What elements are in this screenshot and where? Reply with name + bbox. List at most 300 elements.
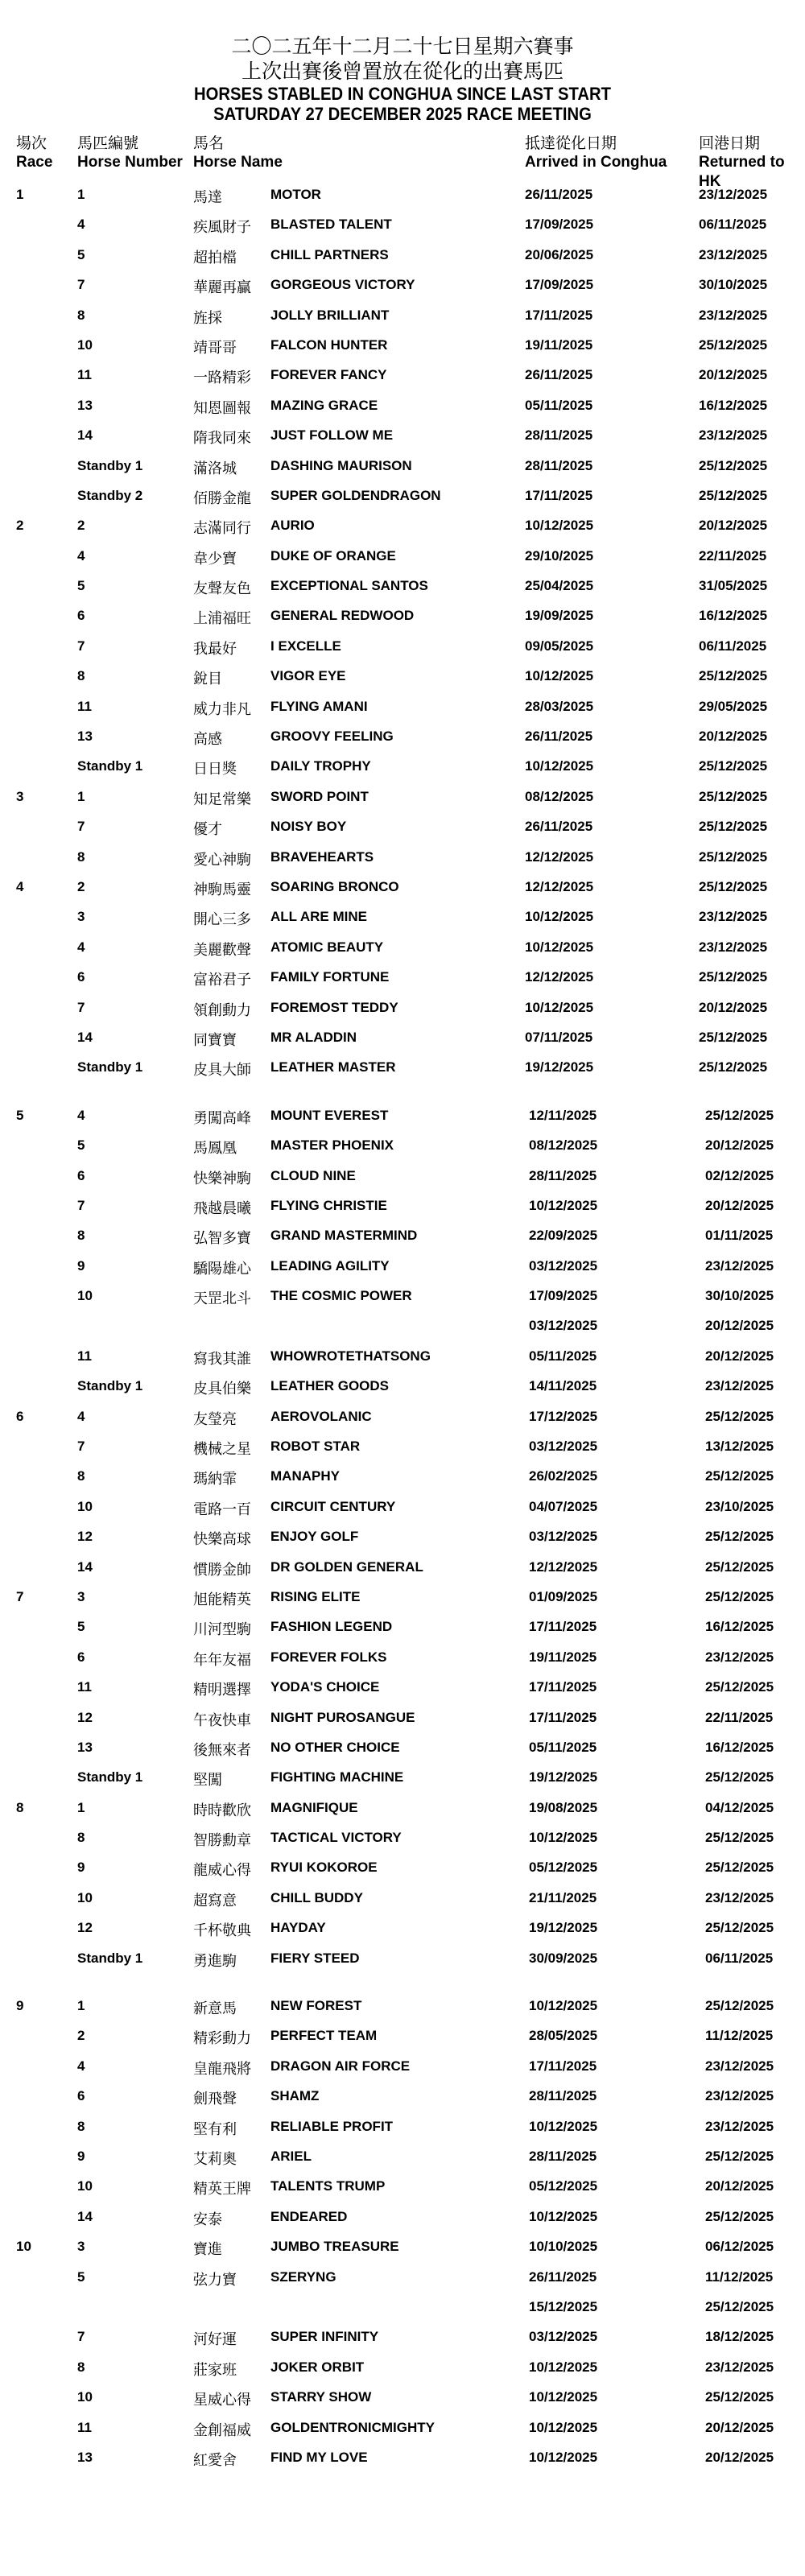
returned-date-cell: 25/12/2025 xyxy=(699,788,768,804)
table-row xyxy=(0,572,805,601)
horse-name-zh-cell: 新意馬 xyxy=(193,2000,237,2018)
horse-number-cell: 10 xyxy=(77,2178,93,2194)
returned-date-cell: 25/12/2025 xyxy=(699,668,768,684)
arrived-date-cell: 03/12/2025 xyxy=(529,2329,598,2345)
returned-date-cell: 23/12/2025 xyxy=(699,427,768,444)
returned-date-cell: 25/12/2025 xyxy=(705,1107,774,1123)
race-cell: 4 xyxy=(16,878,24,894)
horse-number-cell: 11 xyxy=(77,1348,92,1364)
table-row xyxy=(0,662,805,691)
horse-name-en-cell: MOTOR xyxy=(270,187,321,202)
arrived-date-cell: 26/02/2025 xyxy=(529,1468,598,1484)
horse-name-zh-cell: 堅有利 xyxy=(193,2120,237,2138)
arrived-date-cell: 19/12/2025 xyxy=(529,1769,598,1785)
arrived-date-cell: 19/11/2025 xyxy=(529,1649,597,1665)
horse-number-cell: 2 xyxy=(77,2028,85,2044)
horse-name-zh-cell: 愛心神駒 xyxy=(193,851,251,869)
returned-date-cell: 25/12/2025 xyxy=(705,1769,774,1785)
arrived-date-cell: 10/12/2025 xyxy=(525,999,594,1015)
horse-name-en-cell: PERFECT TEAM xyxy=(270,2028,378,2044)
returned-date-cell: 16/12/2025 xyxy=(705,1619,774,1635)
returned-date-cell: 06/11/2025 xyxy=(705,1950,774,1966)
horse-name-en-cell: DRAGON AIR FORCE xyxy=(270,2058,411,2074)
table-row xyxy=(0,902,805,932)
returned-date-cell: 25/12/2025 xyxy=(705,1529,774,1545)
horse-name-zh-cell: 神駒馬靈 xyxy=(193,881,251,898)
returned-date-cell: 16/12/2025 xyxy=(705,1739,774,1755)
horse-name-en-cell: BRAVEHEARTS xyxy=(270,848,374,865)
table-row xyxy=(0,1794,805,1823)
table-row xyxy=(0,1553,805,1583)
horse-name-zh-cell: 上浦福旺 xyxy=(193,610,251,628)
table-row xyxy=(0,692,805,722)
race-cell: 8 xyxy=(16,1799,24,1815)
horse-name-zh-cell: 一路精彩 xyxy=(193,369,251,387)
arrived-date-cell: 10/12/2025 xyxy=(529,1830,598,1846)
horse-name-zh-cell: 威力非凡 xyxy=(193,700,251,718)
table-body xyxy=(0,180,805,2473)
table-row xyxy=(0,1282,805,1311)
arrived-date-cell: 25/04/2025 xyxy=(525,578,594,594)
arrived-date-cell: 28/05/2025 xyxy=(529,2028,598,2044)
horse-name-en-cell: FLYING AMANI xyxy=(270,698,368,714)
arrived-date-cell: 17/11/2025 xyxy=(529,1619,597,1635)
returned-date-cell: 13/12/2025 xyxy=(705,1439,774,1455)
table-row xyxy=(0,1733,805,1763)
horse-number-cell: 8 xyxy=(77,2359,85,2375)
returned-date-cell: 06/11/2025 xyxy=(699,638,767,654)
horse-name-zh-cell: 開心三多 xyxy=(193,911,251,929)
horse-name-en-cell: ENJOY GOLF xyxy=(270,1529,359,1545)
horse-name-zh-cell: 智勝勳章 xyxy=(193,1832,251,1850)
table-row xyxy=(0,421,805,451)
horse-name-zh-cell: 皇龍飛將 xyxy=(193,2060,251,2078)
arrived-date-cell: 19/12/2025 xyxy=(529,1920,598,1936)
horse-name-en-cell: SOARING BRONCO xyxy=(270,878,399,894)
arrived-date-cell: 07/11/2025 xyxy=(525,1029,593,1045)
horse-name-en-cell: BLASTED TALENT xyxy=(270,217,392,233)
horse-name-en-cell: FASHION LEGEND xyxy=(270,1619,393,1635)
table-row xyxy=(0,241,805,270)
returned-date-cell: 06/11/2025 xyxy=(699,217,767,233)
table-row xyxy=(0,2142,805,2172)
returned-date-cell: 25/12/2025 xyxy=(705,1468,774,1484)
table-row xyxy=(0,1131,805,1161)
table-row xyxy=(0,1252,805,1282)
horse-number-cell: 4 xyxy=(77,2058,85,2074)
horse-name-en-cell: DAILY TROPHY xyxy=(270,758,371,774)
horse-name-zh-cell: 志滿同行 xyxy=(193,520,251,538)
returned-date-cell: 25/12/2025 xyxy=(705,1408,774,1424)
horse-number-cell: Standby 1 xyxy=(77,1059,143,1075)
returned-date-cell: 23/12/2025 xyxy=(699,307,768,323)
table-row xyxy=(0,270,805,300)
table-row xyxy=(0,542,805,572)
group-spacer xyxy=(0,1084,805,1101)
arrived-date-cell: 26/11/2025 xyxy=(525,819,593,835)
horse-number-cell: 10 xyxy=(77,336,93,353)
horse-number-cell: 13 xyxy=(77,729,93,745)
table-row xyxy=(0,1402,805,1432)
arrived-date-cell: 14/11/2025 xyxy=(529,1378,597,1394)
returned-date-cell: 29/05/2025 xyxy=(699,698,768,714)
horse-name-en-cell: NEW FOREST xyxy=(270,1998,362,2014)
horse-name-en-cell: SUPER INFINITY xyxy=(270,2329,379,2345)
arrived-date-cell: 17/11/2025 xyxy=(529,2058,597,2074)
race-cell: 6 xyxy=(16,1408,24,1424)
horse-name-en-cell: ALL ARE MINE xyxy=(270,909,367,925)
horse-name-en-cell: THE COSMIC POWER xyxy=(270,1288,412,1304)
horse-name-zh-cell: 劍飛聲 xyxy=(193,2091,237,2108)
horse-name-zh-cell: 千杯敬典 xyxy=(193,1922,251,1940)
arrived-date-cell: 03/12/2025 xyxy=(529,1257,598,1274)
horse-name-zh-cell: 午夜快車 xyxy=(193,1711,251,1729)
arrived-date-cell: 29/10/2025 xyxy=(525,547,594,564)
arrived-date-cell: 21/11/2025 xyxy=(529,1889,597,1905)
table-row xyxy=(0,481,805,511)
horse-number-cell: 14 xyxy=(77,1558,93,1575)
horse-number-cell: 5 xyxy=(77,1137,85,1154)
horse-number-cell: Standby 1 xyxy=(77,1950,143,1966)
horse-name-zh-cell: 電路一百 xyxy=(193,1501,251,1518)
horse-name-en-cell: TALENTS TRUMP xyxy=(270,2178,386,2194)
table-row xyxy=(0,933,805,963)
arrived-date-cell: 26/11/2025 xyxy=(525,729,593,745)
horse-name-zh-cell: 知恩圖報 xyxy=(193,399,251,417)
returned-date-cell: 20/12/2025 xyxy=(705,2419,774,2435)
horse-name-zh-cell: 天罡北斗 xyxy=(193,1290,251,1308)
returned-date-cell: 23/12/2025 xyxy=(705,2088,774,2104)
returned-date-cell: 25/12/2025 xyxy=(705,1588,774,1604)
returned-date-cell: 23/12/2025 xyxy=(699,939,768,955)
returned-date-cell: 22/11/2025 xyxy=(705,1709,774,1725)
horse-name-en-cell: GORGEOUS VICTORY xyxy=(270,277,415,293)
horse-name-en-cell: RELIABLE PROFIT xyxy=(270,2118,394,2134)
horse-number-cell: 7 xyxy=(77,638,85,654)
table-row xyxy=(0,2383,805,2413)
horse-number-cell: 6 xyxy=(77,2088,85,2104)
horse-number-cell: Standby 1 xyxy=(77,1769,143,1785)
arrived-date-cell: 03/12/2025 xyxy=(529,1318,598,1334)
horse-name-en-cell: FIGHTING MACHINE xyxy=(270,1769,404,1785)
table-row xyxy=(0,1913,805,1943)
returned-date-cell: 25/12/2025 xyxy=(699,819,768,835)
horse-name-en-cell: NOISY BOY xyxy=(270,819,347,835)
horse-number-cell: 4 xyxy=(77,1408,85,1424)
arrived-date-cell: 05/12/2025 xyxy=(529,2178,598,2194)
horse-name-zh-cell: 精英王牌 xyxy=(193,2181,251,2198)
horse-name-zh-cell: 旭能精英 xyxy=(193,1591,251,1608)
table-row xyxy=(0,601,805,631)
horse-number-cell: 3 xyxy=(77,2239,85,2255)
horse-number-cell: 14 xyxy=(77,2208,93,2224)
horse-number-cell: Standby 1 xyxy=(77,457,143,473)
table-row xyxy=(0,1342,805,1372)
horse-name-en-cell: JOLLY BRILLIANT xyxy=(270,307,390,323)
arrived-date-cell: 05/11/2025 xyxy=(529,1348,597,1364)
returned-date-cell: 23/12/2025 xyxy=(699,909,768,925)
horse-name-en-cell: CHILL PARTNERS xyxy=(270,246,389,262)
horse-name-en-cell: RISING ELITE xyxy=(270,1588,361,1604)
horse-name-zh-cell: 堅闖 xyxy=(193,1772,222,1790)
horse-name-zh-cell: 日日獎 xyxy=(193,761,237,778)
horse-number-cell: 2 xyxy=(77,518,85,534)
horse-name-zh-cell: 華麗再贏 xyxy=(193,279,251,297)
arrived-date-cell: 26/11/2025 xyxy=(529,2268,597,2285)
column-headers xyxy=(0,134,805,190)
horse-name-zh-cell: 時時歡欣 xyxy=(193,1802,251,1819)
horse-name-zh-cell: 超寫意 xyxy=(193,1892,237,1909)
horse-name-en-cell: JUMBO TREASURE xyxy=(270,2239,399,2255)
table-row xyxy=(0,2322,805,2352)
horse-number-cell: Standby 1 xyxy=(77,758,143,774)
arrived-date-cell: 19/11/2025 xyxy=(525,336,593,353)
horse-name-zh-cell: 精彩動力 xyxy=(193,2030,251,2048)
table-row xyxy=(0,2172,805,2202)
horse-name-zh-cell: 後無來者 xyxy=(193,1741,251,1759)
horse-name-en-cell: SZERYNG xyxy=(270,2268,336,2285)
returned-date-cell: 25/12/2025 xyxy=(705,1920,774,1936)
horse-number-cell: Standby 2 xyxy=(77,487,143,503)
race-cell: 9 xyxy=(16,1998,24,2014)
horse-name-zh-cell: 莊家班 xyxy=(193,2361,237,2379)
horse-number-cell: 7 xyxy=(77,819,85,835)
table-row xyxy=(0,2082,805,2112)
returned-date-cell: 20/12/2025 xyxy=(705,2178,774,2194)
returned-date-cell: 02/12/2025 xyxy=(705,1167,774,1183)
table-row xyxy=(0,963,805,993)
arrived-date-cell: 17/09/2025 xyxy=(525,277,594,293)
arrived-date-cell: 28/11/2025 xyxy=(529,2149,597,2164)
horse-name-zh-cell: 寫我其誰 xyxy=(193,1350,251,1368)
arrived-date-cell: 05/11/2025 xyxy=(529,1739,597,1755)
returned-date-cell: 22/11/2025 xyxy=(699,547,767,564)
table-row xyxy=(0,180,805,210)
title-line-4: SATURDAY 27 DECEMBER 2025 RACE MEETING xyxy=(213,104,592,124)
returned-date-cell: 16/12/2025 xyxy=(699,397,768,413)
horse-name-en-cell: RYUI KOKOROE xyxy=(270,1860,378,1876)
horse-name-en-cell: CLOUD NINE xyxy=(270,1167,356,1183)
race-cell: 1 xyxy=(16,187,24,202)
arrived-date-cell: 08/12/2025 xyxy=(529,1137,598,1154)
table-row xyxy=(0,1992,805,2021)
horse-name-en-cell: LEATHER MASTER xyxy=(270,1059,396,1075)
arrived-date-cell: 10/12/2025 xyxy=(525,668,594,684)
arrived-date-cell: 30/09/2025 xyxy=(529,1950,598,1966)
table-group-races-9-10 xyxy=(0,1992,805,2473)
horse-number-cell: 3 xyxy=(77,1588,85,1604)
horse-name-zh-cell: 馬達 xyxy=(193,189,222,206)
race-cell: 7 xyxy=(16,1588,24,1604)
horse-name-en-cell: YODA'S CHOICE xyxy=(270,1679,380,1695)
horse-number-cell: 1 xyxy=(77,1998,85,2014)
table-row xyxy=(0,752,805,782)
returned-date-cell: 20/12/2025 xyxy=(699,999,768,1015)
horse-name-zh-cell: 機械之星 xyxy=(193,1441,251,1459)
returned-date-cell: 23/12/2025 xyxy=(705,2058,774,2074)
horse-name-zh-cell: 皮具伯樂 xyxy=(193,1381,251,1398)
returned-date-cell: 20/12/2025 xyxy=(705,1318,774,1334)
horse-name-en-cell: ENDEARED xyxy=(270,2208,348,2224)
horse-name-en-cell: CIRCUIT CENTURY xyxy=(270,1498,396,1514)
race-cell: 10 xyxy=(16,2239,31,2255)
horse-name-zh-cell: 勇闖高峰 xyxy=(193,1109,251,1127)
returned-date-cell: 20/12/2025 xyxy=(705,1197,774,1213)
arrived-date-cell: 15/12/2025 xyxy=(529,2298,598,2314)
arrived-date-cell: 10/12/2025 xyxy=(529,2359,598,2375)
horse-number-cell: 6 xyxy=(77,608,85,624)
horse-name-zh-cell: 領創動力 xyxy=(193,1001,251,1019)
horse-number-cell: 4 xyxy=(77,1107,85,1123)
horse-number-cell: 8 xyxy=(77,307,85,323)
horse-name-zh-cell: 我最好 xyxy=(193,640,237,658)
horse-number-cell: Standby 1 xyxy=(77,1378,143,1394)
table-row xyxy=(0,1884,805,1913)
horse-number-cell: 7 xyxy=(77,1197,85,1213)
horse-name-zh-cell: 勇進駒 xyxy=(193,1952,237,1970)
horse-name-en-cell: MOUNT EVEREST xyxy=(270,1107,389,1123)
horse-name-en-cell: FLYING CHRISTIE xyxy=(270,1197,387,1213)
horse-name-zh-cell: 精明選擇 xyxy=(193,1682,251,1699)
returned-date-cell: 18/12/2025 xyxy=(705,2329,774,2345)
horse-name-en-cell: MAGNIFIQUE xyxy=(270,1799,358,1815)
table-row xyxy=(0,1522,805,1552)
arrived-date-cell: 09/05/2025 xyxy=(525,638,594,654)
horse-name-en-cell: FAMILY FORTUNE xyxy=(270,969,390,985)
horse-number-cell: 10 xyxy=(77,1889,93,1905)
horse-number-cell: 5 xyxy=(77,246,85,262)
arrived-date-cell: 04/07/2025 xyxy=(529,1498,598,1514)
arrived-date-cell: 28/11/2025 xyxy=(525,427,593,444)
arrived-date-cell: 28/11/2025 xyxy=(529,1167,597,1183)
col-horse-name: 馬名 Horse Name xyxy=(193,134,283,171)
returned-date-cell: 20/12/2025 xyxy=(699,729,768,745)
race-cell: 5 xyxy=(16,1107,24,1123)
horse-name-zh-cell: 隋我同來 xyxy=(193,430,251,448)
returned-date-cell: 20/12/2025 xyxy=(699,367,768,383)
horse-name-en-cell: GOLDENTRONICMIGHTY xyxy=(270,2419,435,2435)
horse-name-en-cell: JOKER ORBIT xyxy=(270,2359,365,2375)
table-row xyxy=(0,2443,805,2473)
horse-number-cell: 9 xyxy=(77,2149,85,2164)
horse-name-zh-cell: 金創福威 xyxy=(193,2421,251,2439)
horse-name-en-cell: SHAMZ xyxy=(270,2088,320,2104)
arrived-date-cell: 10/12/2025 xyxy=(529,2419,598,2435)
horse-name-en-cell: AURIO xyxy=(270,518,315,534)
arrived-date-cell: 28/11/2025 xyxy=(525,457,593,473)
horse-number-cell: 13 xyxy=(77,397,93,413)
table-row xyxy=(0,782,805,812)
table-row xyxy=(0,1432,805,1462)
arrived-date-cell: 12/12/2025 xyxy=(525,969,594,985)
horse-name-en-cell: FIND MY LOVE xyxy=(270,2449,368,2465)
arrived-date-cell: 03/12/2025 xyxy=(529,1529,598,1545)
arrived-date-cell: 17/11/2025 xyxy=(529,1679,597,1695)
horse-name-zh-cell: 川河型駒 xyxy=(193,1621,251,1639)
arrived-date-cell: 10/12/2025 xyxy=(529,2118,598,2134)
returned-date-cell: 25/12/2025 xyxy=(705,1679,774,1695)
horse-name-en-cell: VIGOR EYE xyxy=(270,668,346,684)
horse-number-cell: 9 xyxy=(77,1860,85,1876)
horse-name-zh-cell: 旌採 xyxy=(193,309,222,327)
horse-number-cell: 4 xyxy=(77,547,85,564)
arrived-date-cell: 17/11/2025 xyxy=(525,487,593,503)
returned-date-cell: 11/12/2025 xyxy=(705,2268,774,2285)
table-row xyxy=(0,1162,805,1191)
horse-number-cell: 5 xyxy=(77,2268,85,2285)
horse-name-zh-cell: 安泰 xyxy=(193,2211,222,2228)
horse-name-zh-cell: 驕陽雄心 xyxy=(193,1260,251,1278)
arrived-date-cell: 10/12/2025 xyxy=(525,909,594,925)
horse-number-cell: 13 xyxy=(77,1739,93,1755)
arrived-date-cell: 26/11/2025 xyxy=(525,367,593,383)
horse-number-cell: 4 xyxy=(77,939,85,955)
horse-name-en-cell: TACTICAL VICTORY xyxy=(270,1830,402,1846)
horse-name-en-cell: ARIEL xyxy=(270,2149,312,2164)
returned-date-cell: 25/12/2025 xyxy=(699,336,768,353)
table-row xyxy=(0,1703,805,1733)
horse-name-zh-cell: 弘智多寶 xyxy=(193,1230,251,1248)
horse-number-cell: 10 xyxy=(77,1498,93,1514)
horse-name-zh-cell: 快樂高球 xyxy=(193,1531,251,1549)
arrived-date-cell: 10/10/2025 xyxy=(529,2239,598,2255)
returned-date-cell: 31/05/2025 xyxy=(699,578,768,594)
table-group-races-1-4 xyxy=(0,180,805,1084)
returned-date-cell: 25/12/2025 xyxy=(705,2298,774,2314)
returned-date-cell: 23/12/2025 xyxy=(699,246,768,262)
horse-name-zh-cell: 友瑩亮 xyxy=(193,1410,237,1428)
horse-name-zh-cell: 慣勝金帥 xyxy=(193,1561,251,1579)
race-cell: 3 xyxy=(16,788,24,804)
returned-date-cell: 25/12/2025 xyxy=(699,878,768,894)
table-row xyxy=(0,301,805,331)
col-race: 場次 Race xyxy=(16,134,53,171)
horse-number-cell: 8 xyxy=(77,2118,85,2134)
arrived-date-cell: 22/09/2025 xyxy=(529,1228,598,1244)
returned-date-cell: 23/12/2025 xyxy=(705,2359,774,2375)
horse-number-cell: 10 xyxy=(77,1288,93,1304)
horse-name-zh-cell: 河好運 xyxy=(193,2331,237,2349)
horse-number-cell: 7 xyxy=(77,277,85,293)
returned-date-cell: 25/12/2025 xyxy=(699,1029,768,1045)
arrived-date-cell: 05/11/2025 xyxy=(525,397,593,413)
table-row xyxy=(0,1311,805,1341)
horse-name-en-cell: HAYDAY xyxy=(270,1920,326,1936)
horse-number-cell: 5 xyxy=(77,1619,85,1635)
horse-name-en-cell: SWORD POINT xyxy=(270,788,369,804)
horse-number-cell: 14 xyxy=(77,427,93,444)
arrived-date-cell: 10/12/2025 xyxy=(525,939,594,955)
returned-date-cell: 23/12/2025 xyxy=(705,1378,774,1394)
horse-name-en-cell: AEROVOLANIC xyxy=(270,1408,372,1424)
arrived-date-cell: 01/09/2025 xyxy=(529,1588,598,1604)
horse-name-en-cell: MAZING GRACE xyxy=(270,397,378,413)
arrived-date-cell: 10/12/2025 xyxy=(529,2449,598,2465)
horse-name-zh-cell: 星威心得 xyxy=(193,2392,251,2409)
table-row xyxy=(0,452,805,481)
returned-date-cell: 06/12/2025 xyxy=(705,2239,774,2255)
horse-number-cell: 12 xyxy=(77,1920,93,1936)
horse-name-zh-cell: 滿洛城 xyxy=(193,460,237,477)
returned-date-cell: 30/10/2025 xyxy=(705,1288,774,1304)
horse-name-zh-cell: 靖哥哥 xyxy=(193,339,237,357)
arrived-date-cell: 03/12/2025 xyxy=(529,1439,598,1455)
horse-name-en-cell: JUST FOLLOW ME xyxy=(270,427,394,444)
returned-date-cell: 16/12/2025 xyxy=(699,608,768,624)
horse-name-zh-cell: 年年友福 xyxy=(193,1651,251,1669)
arrived-date-cell: 19/08/2025 xyxy=(529,1799,598,1815)
horse-number-cell: 6 xyxy=(77,1649,85,1665)
